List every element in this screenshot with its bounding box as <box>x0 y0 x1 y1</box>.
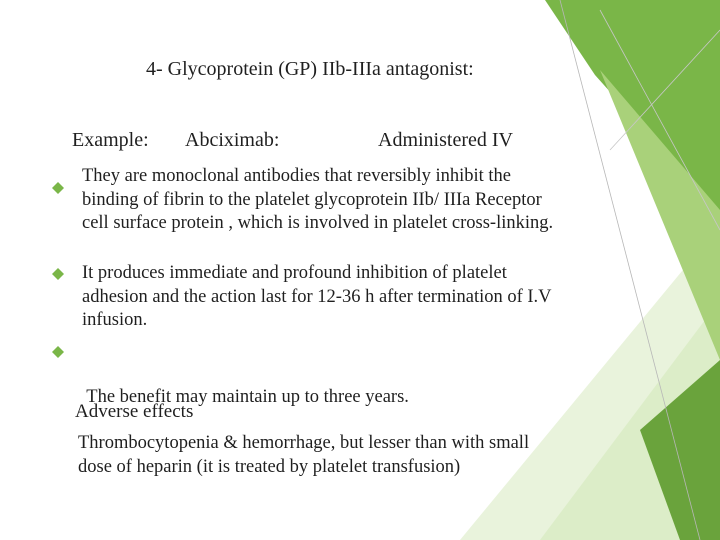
diamond-bullet-icon <box>52 346 64 358</box>
bullet-2-line-2: adhesion and the action last for 12-36 h after termination of I.V <box>82 286 552 307</box>
adverse-line-2: dose of heparin (it is treated by platelet transfusion) <box>78 456 461 477</box>
adverse-effects-heading: Adverse effects <box>75 401 194 422</box>
bullet-2-line-3: infusion. <box>82 310 148 330</box>
example-label: Example: <box>72 129 149 151</box>
diamond-bullet-icon <box>52 268 64 280</box>
example-drug: Abciximab: <box>185 129 280 151</box>
bullet-1-line-2: binding of fibrin to the platelet glycoprotein IIb/ IIIa Receptor <box>82 189 542 210</box>
example-route: Administered IV <box>378 129 513 151</box>
bullet-1-text <box>82 165 553 236</box>
adverse-line-1: Thrombocytopenia & hemorrhage, but lesser than with small <box>78 433 530 453</box>
slide-title: 4- Glycoprotein (GP) IIb-IIIa antagonist: <box>146 58 474 80</box>
bullet-2-line-1: It produces immediate and profound inhibition of platelet <box>82 263 507 283</box>
bullet-1-line-3: cell surface protein , which is involved in platelet cross-linking. <box>82 213 554 233</box>
bullet-1-line-1: They are monoclonal antibodies that reversibly inhibit the <box>82 166 511 186</box>
diamond-bullet-icon <box>52 182 64 194</box>
bullet-2-text <box>82 262 552 333</box>
bullet-3-line-1: The benefit may maintain up to three years. <box>82 387 409 407</box>
adverse-effects-body <box>78 432 529 479</box>
